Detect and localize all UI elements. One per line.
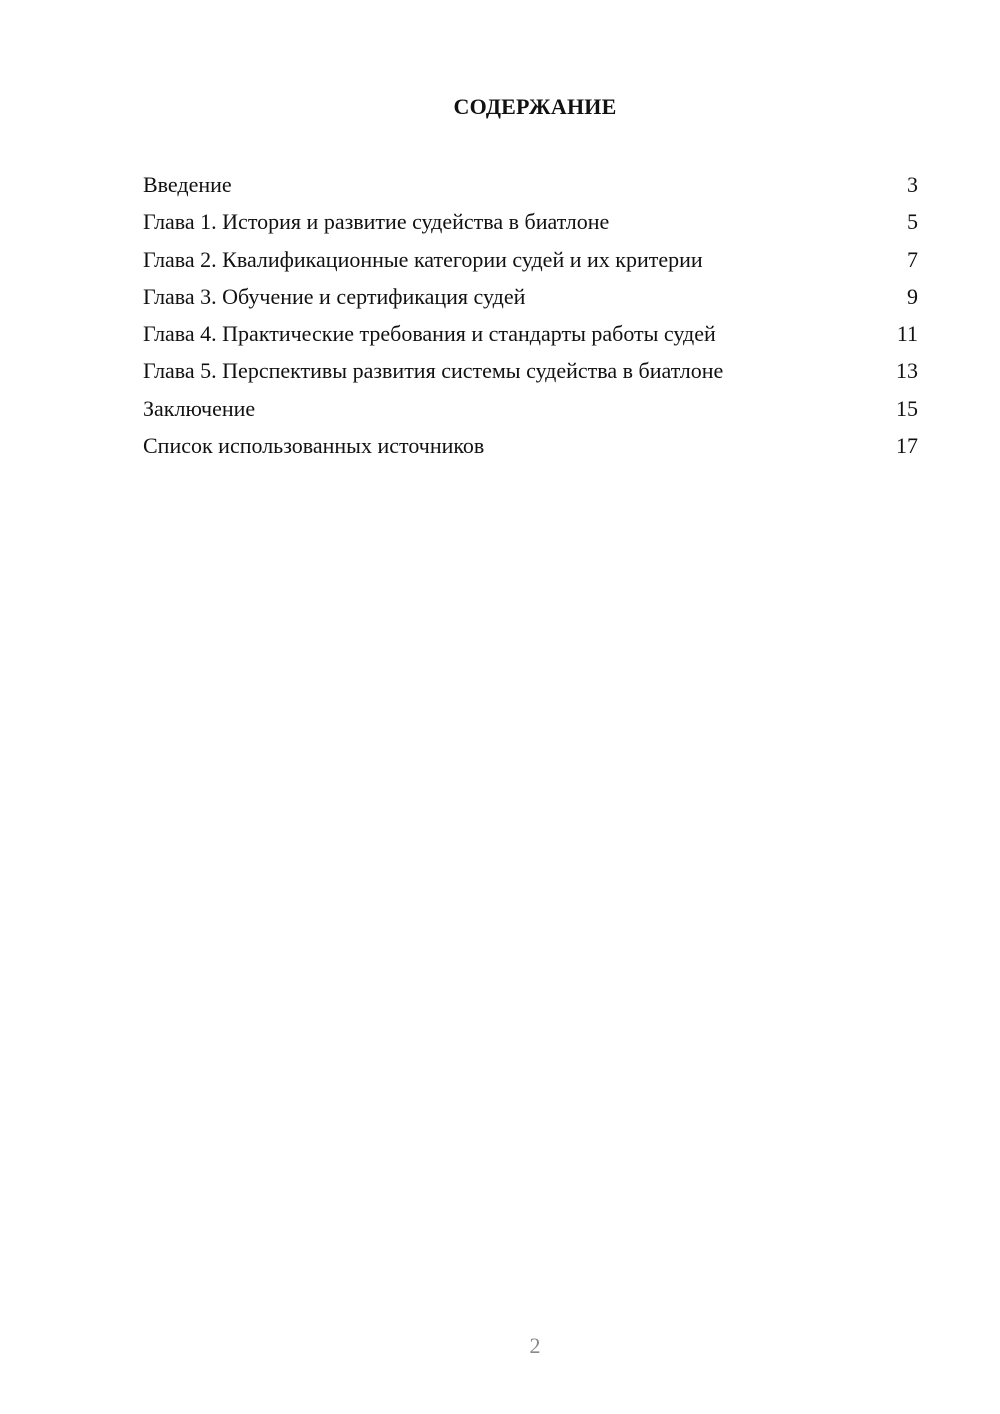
- toc-entry-label: Заключение: [143, 395, 256, 421]
- toc-row-introduction: [143, 168, 918, 205]
- toc-row-chapter-4: [143, 317, 918, 354]
- toc-entry-page: 3: [907, 172, 918, 197]
- toc-entry-page: 9: [907, 283, 918, 309]
- toc-row-references: [143, 429, 918, 466]
- toc-row-chapter-2: [143, 243, 918, 280]
- toc-row-chapter-3: [143, 280, 918, 317]
- toc-row-conclusion: [143, 392, 918, 429]
- toc-entry-page: 7: [907, 246, 918, 272]
- toc-entry-page: 5: [907, 209, 918, 235]
- page-title: СОДЕРЖАНИЕ: [453, 94, 617, 119]
- toc-entry-label: Глава 2. Квалификационные категории судей и их критерии: [143, 246, 703, 272]
- toc-row-chapter-1: [143, 205, 918, 242]
- toc-entry-page: 15: [896, 395, 918, 421]
- toc-entry-page: 13: [896, 358, 918, 384]
- toc-entry-label: Глава 1. История и развитие судейства в биатлоне: [143, 209, 610, 235]
- toc-entry-page: 17: [896, 433, 918, 459]
- toc-entry-label: Глава 4. Практические требования и стандарты работы судей: [143, 321, 716, 347]
- toc-entry-label: Список использованных источников: [143, 433, 485, 459]
- toc-entry-page: 11: [896, 321, 918, 347]
- page-number: 2: [529, 1333, 541, 1358]
- toc-row-chapter-5: [143, 354, 918, 391]
- toc-entry-label: Глава 3. Обучение и сертификация судей: [143, 283, 526, 309]
- table-of-contents: [143, 168, 918, 466]
- toc-entry-label: Глава 5. Перспективы развития системы судейства в биатлоне: [143, 358, 724, 384]
- toc-entry-label: Введение: [143, 172, 232, 197]
